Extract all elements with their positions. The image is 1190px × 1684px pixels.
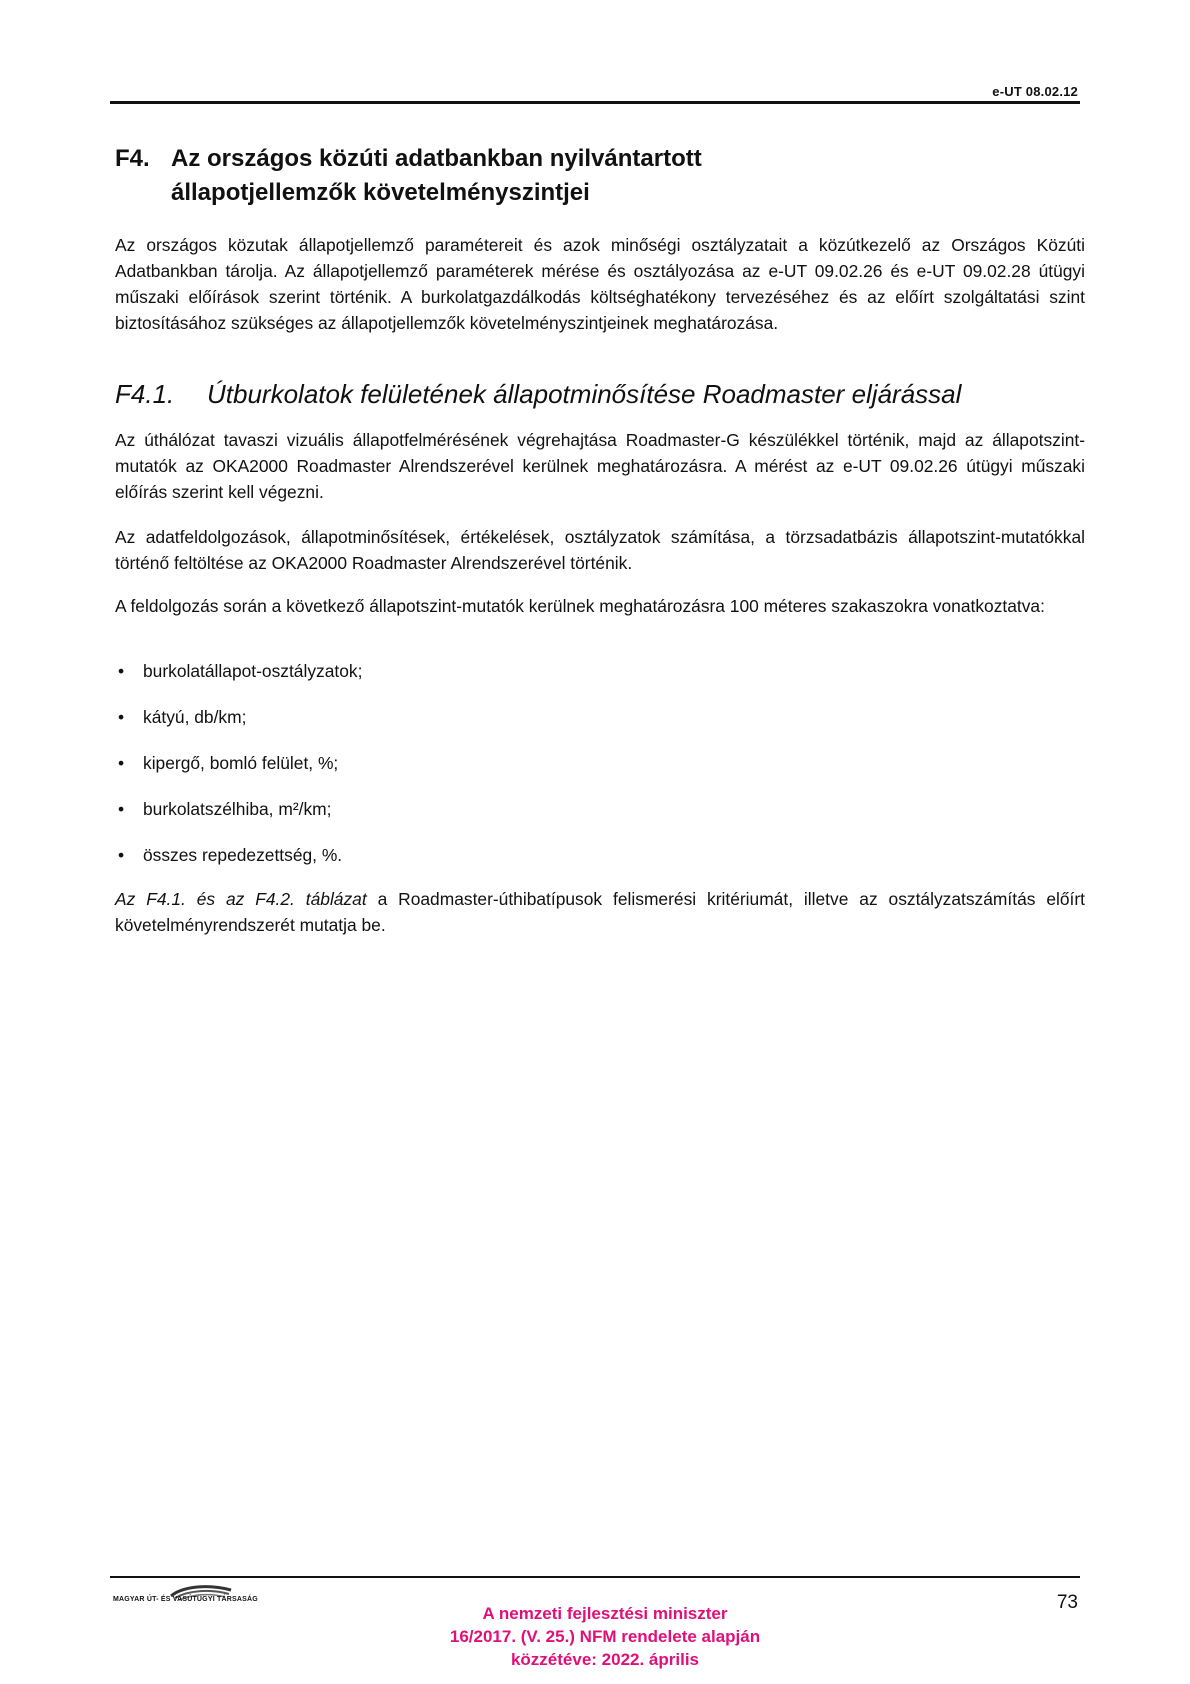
section-title-line2: állapotjellemzők követelményszintjei: [171, 179, 590, 206]
subsection-heading: [115, 377, 961, 411]
list-item: • összes repedezettség, %.: [115, 842, 1075, 888]
subsection-number: F4.1.: [115, 379, 175, 409]
notice-line-1: A nemzeti fejlesztési miniszter: [482, 1604, 728, 1623]
bullet-icon: •: [118, 707, 125, 727]
bullet-icon: •: [118, 753, 125, 773]
document-code: e-UT 08.02.12: [992, 84, 1078, 99]
closing-text: a Roadmaster-úthibatípusok felismerési kritériumát, illetve az osztályzatszámítás előírt követelményrendszerét mutatja be.: [115, 889, 1086, 935]
paragraph-indicators-intro: A feldolgozás során a következő állapotszint-mutatók kerülnek meghatározásra 100 méteres szakaszokra vonatkoztatva:: [115, 596, 1045, 616]
list-item: • burkolatszélhiba, m²/km;: [115, 796, 1075, 842]
intro-paragraph: Az országos közutak állapotjellemző paramétereit és azok minőségi osztályzatait a közútkezelő az Országos Közúti Adatbankban tárolja. Az állapotjellemző paraméterek mérése és osztályozása az e-UT 09.02.26 és e-UT 09.02.28 útügyi műszaki előírások szerint történik. A burkolatgazdálkodás költséghatékony tervezéséhez és az előírt szolgáltatási szint biztosításához szükséges az állapotjellemzők követelményszintjeinek meghatározása.: [115, 235, 1085, 333]
bullet-icon: •: [118, 799, 125, 819]
header-rule: [110, 101, 1080, 104]
organization-logo-text: MAGYAR ÚT- ÉS VASÚTÜGYI TÁRSASÁG: [113, 1596, 258, 1603]
closing-paragraph: [115, 886, 1085, 938]
page-number: 73: [1056, 1592, 1078, 1613]
bullet-icon: •: [118, 661, 125, 681]
publication-notice: [395, 1602, 815, 1671]
subsection-title: Útburkolatok felületének állapotminősítése Roadmaster eljárással: [207, 379, 962, 409]
list-item: • kátyú, db/km;: [115, 704, 1075, 750]
section-title-line1: Az országos közúti adatbankban nyilvántartott: [171, 145, 702, 172]
list-item: • burkolatállapot-osztályzatok;: [115, 658, 1075, 704]
list-item: • kipergő, bomló felület, %;: [115, 750, 1075, 796]
notice-line-3: közzétéve: 2022. április: [510, 1650, 700, 1669]
footer-rule: [110, 1576, 1080, 1578]
paragraph-processing: Az adatfeldolgozások, állapotminősítések, értékelések, osztályzatok számítása, a törzsadatbázis állapotszint-mutatókkal történő feltöltése az OKA2000 Roadmaster Alrendszerével történik.: [115, 527, 1085, 573]
section-number: F4.: [115, 145, 150, 172]
bullet-icon: •: [118, 845, 125, 865]
indicator-list: [115, 658, 1075, 888]
table-reference: Az F4.1. és az F4.2. táblázat: [115, 889, 367, 909]
notice-line-2: 16/2017. (V. 25.) NFM rendelete alapján: [449, 1627, 761, 1646]
section-title: [171, 142, 991, 210]
paragraph-survey: Az úthálózat tavaszi vizuális állapotfelmérésének végrehajtása Roadmaster-G készülékkel történik, majd az állapotszint-mutatók az OKA2000 Roadmaster Alrendszerével kerülnek meghatározásra. A mérést az e-UT 09.02.26 útügyi műszaki előírás szerint kell végezni.: [115, 430, 1085, 502]
